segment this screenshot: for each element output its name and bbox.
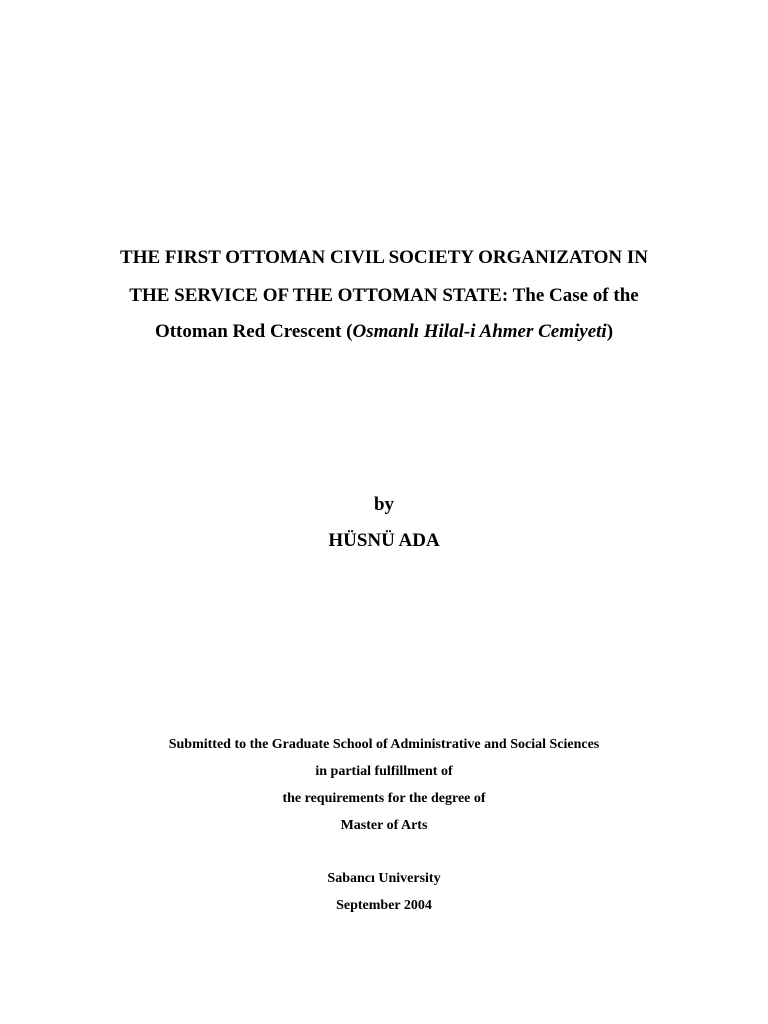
thesis-title-line-1: THE FIRST OTTOMAN CIVIL SOCIETY ORGANIZATON IN [120, 247, 648, 268]
submission-date: September 2004 [336, 898, 432, 913]
degree-name: Master of Arts [340, 818, 428, 833]
by-label: by [373, 494, 395, 515]
thesis-title-line-2: THE SERVICE OF THE OTTOMAN STATE: The Case of the [129, 285, 639, 306]
submission-line-3: the requirements for the degree of [282, 791, 486, 806]
university-name: Sabancı University [327, 871, 441, 886]
author-name: HÜSNÜ ADA [328, 530, 440, 551]
thesis-title-line-3 [0, 321, 768, 343]
submission-line-2: in partial fulfillment of [315, 764, 453, 779]
title-suffix: ) [606, 321, 614, 342]
submission-line-1: Submitted to the Graduate School of Administrative and Social Sciences [168, 737, 600, 752]
title-turkish-name: Osmanlı Hilal-i Ahmer Cemiyeti [352, 321, 607, 342]
title-prefix: Ottoman Red Crescent ( [154, 321, 353, 342]
